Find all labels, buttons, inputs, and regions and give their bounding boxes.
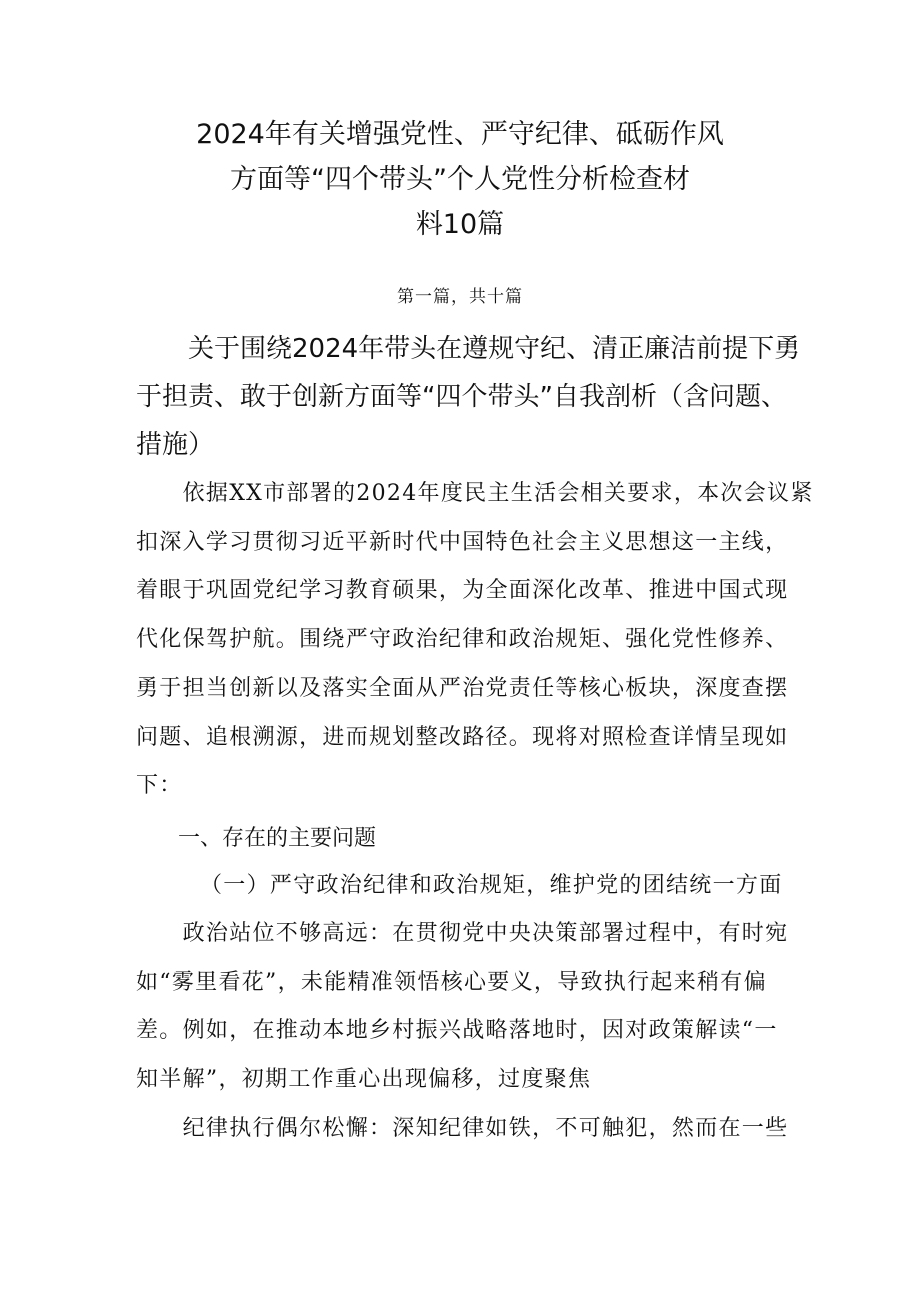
document-title <box>0 112 920 247</box>
text-line: 如“雾里看花”，未能精准领悟核心要义，导致执行起来稍有偏 <box>136 969 767 995</box>
paragraph-political-stance <box>136 910 816 1105</box>
text-line: 差。例如，在推动本地乡村振兴战略落地时，因对政策解读“一 <box>136 1018 778 1044</box>
text-line: 知半解”，初期工作重心出现偏移，过度聚焦 <box>136 1067 592 1093</box>
document-subtitle: 第一篇，共十篇 <box>397 287 523 307</box>
subsection-heading: （一）严守政治纪律和政治规矩，维护党的团结统一方面 <box>200 873 783 898</box>
text-line: 扣深入学习贯彻习近平新时代中国特色社会主义思想这一主线， <box>136 529 789 555</box>
paragraph-discipline <box>136 1105 816 1154</box>
text-line: 政治站位不够高远：在贯彻党中央决策部署过程中，有时宛 <box>136 921 789 946</box>
article-heading <box>136 325 836 469</box>
text-line: 代化保驾护航。围绕严守政治纪律和政治规矩、强化党性修养、 <box>136 627 789 653</box>
section-heading: 一、存在的主要问题 <box>178 826 377 851</box>
text-line: 纪律执行偶尔松懈：深知纪律如铁，不可触犯，然而在一些 <box>136 1116 789 1141</box>
text-line: 下： <box>136 773 183 799</box>
text-line: 问题、追根溯源，进而规划整改路径。现将对照检查详情呈现如 <box>136 724 789 750</box>
heading-line: 关于围绕2024年带头在遵规守纪、清正廉洁前提下勇 <box>136 334 801 364</box>
intro-paragraph <box>136 470 816 811</box>
text-line: 勇于担当创新以及落实全面从严治党责任等核心板块，深度查摆 <box>136 675 789 701</box>
text-line: 着眼于巩固党纪学习教育硕果，为全面深化改革、推进中国式现 <box>136 578 789 604</box>
title-line: 料10篇 <box>415 209 505 240</box>
heading-line: 于担责、敢于创新方面等“四个带头”自我剖析（含问题、 <box>136 382 787 412</box>
heading-line: 措施） <box>136 430 215 460</box>
text-line: 依据XX市部署的2024年度民主生活会相关要求，本次会议紧 <box>136 481 814 506</box>
title-line: 2024年有关增强党性、严守纪律、砥砺作风 <box>196 119 724 150</box>
title-line: 方面等“四个带头”个人党性分析检查材 <box>230 164 690 195</box>
